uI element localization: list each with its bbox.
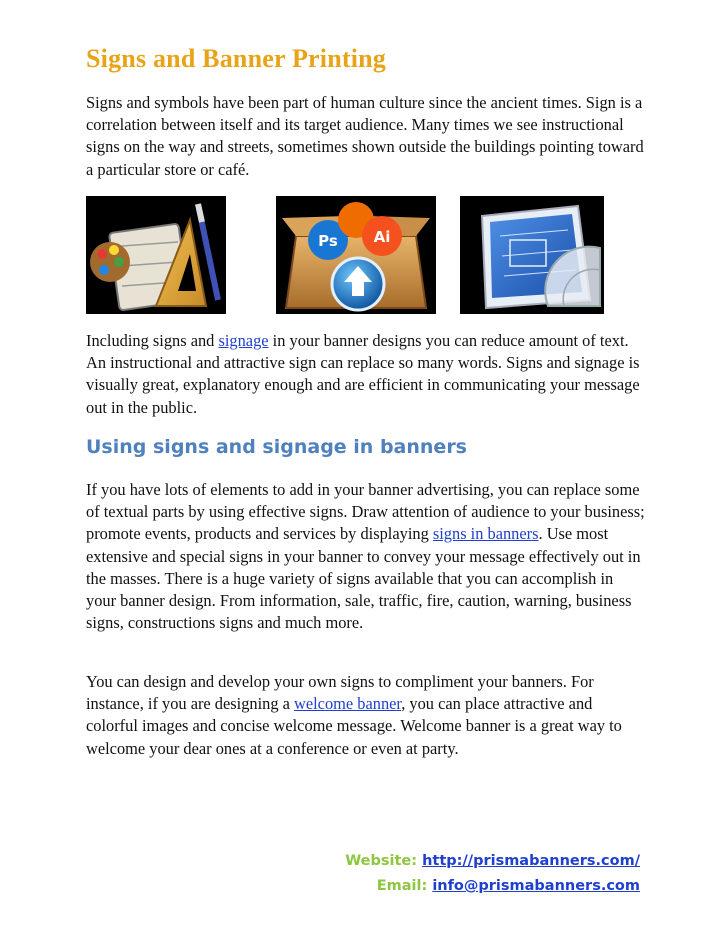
design-tools-image: [86, 196, 226, 314]
section-heading: Using signs and signage in banners: [86, 436, 467, 458]
software-box-image: [276, 196, 436, 314]
website-label: Website:: [345, 853, 418, 869]
footer-website: [345, 853, 640, 869]
welcome-banner-paragraph: You can design and develop your own signs to compliment your banners. For instance, if you are designing a welcome banner, you can place attractive and colorful images and concise welcome message. Welcome banner is a great way to welcome your dear ones at a conference or even at party.: [86, 672, 622, 758]
software-box-icon: [276, 196, 436, 314]
blueprint-protractor-icon: [460, 196, 604, 314]
intro-paragraph: Signs and symbols have been part of human culture since the ancient times. Sign is a correlation between itself and its target audience. Many times we see instructional signs on the way and streets, sometimes shown outside the buildings pointing toward a particular store or café.: [86, 93, 644, 179]
signs-in-banners-paragraph: If you have lots of elements to add in your banner advertising, you can replace some of textual parts by using effective signs. Draw attention of audience to your business; promote events, products and services by displaying signs in banners. Use most extensive and special signs in your banner to convey your message effectively out in the masses. There is a huge variety of signs available that you can accomplish in your banner design. From information, sale, traffic, fire, caution, warning, business signs, constructions signs and much more.: [86, 480, 645, 633]
blueprint-image: [460, 196, 604, 314]
footer-email: [377, 878, 640, 894]
ai-label: Ai: [373, 228, 391, 246]
email-link[interactable]: info@prismabanners.com: [432, 878, 640, 894]
signage-paragraph: Including signs and signage in your banner designs you can reduce amount of text. An instructional and attractive sign can replace so many words. Signs and signage is visually great, explanatory enough and are efficient in communicating your message out in the public.: [86, 331, 640, 417]
page-title: Signs and Banner Printing: [86, 44, 387, 73]
design-tools-icon: [86, 196, 226, 314]
website-link[interactable]: http://prismabanners.com/: [422, 853, 640, 869]
ps-label: Ps: [318, 232, 338, 250]
signs-in-banners-link[interactable]: signs in banners: [432, 524, 539, 544]
signage-link[interactable]: signage: [218, 331, 269, 350]
email-label: Email:: [376, 878, 428, 894]
welcome-banner-link[interactable]: welcome banner: [294, 694, 402, 714]
